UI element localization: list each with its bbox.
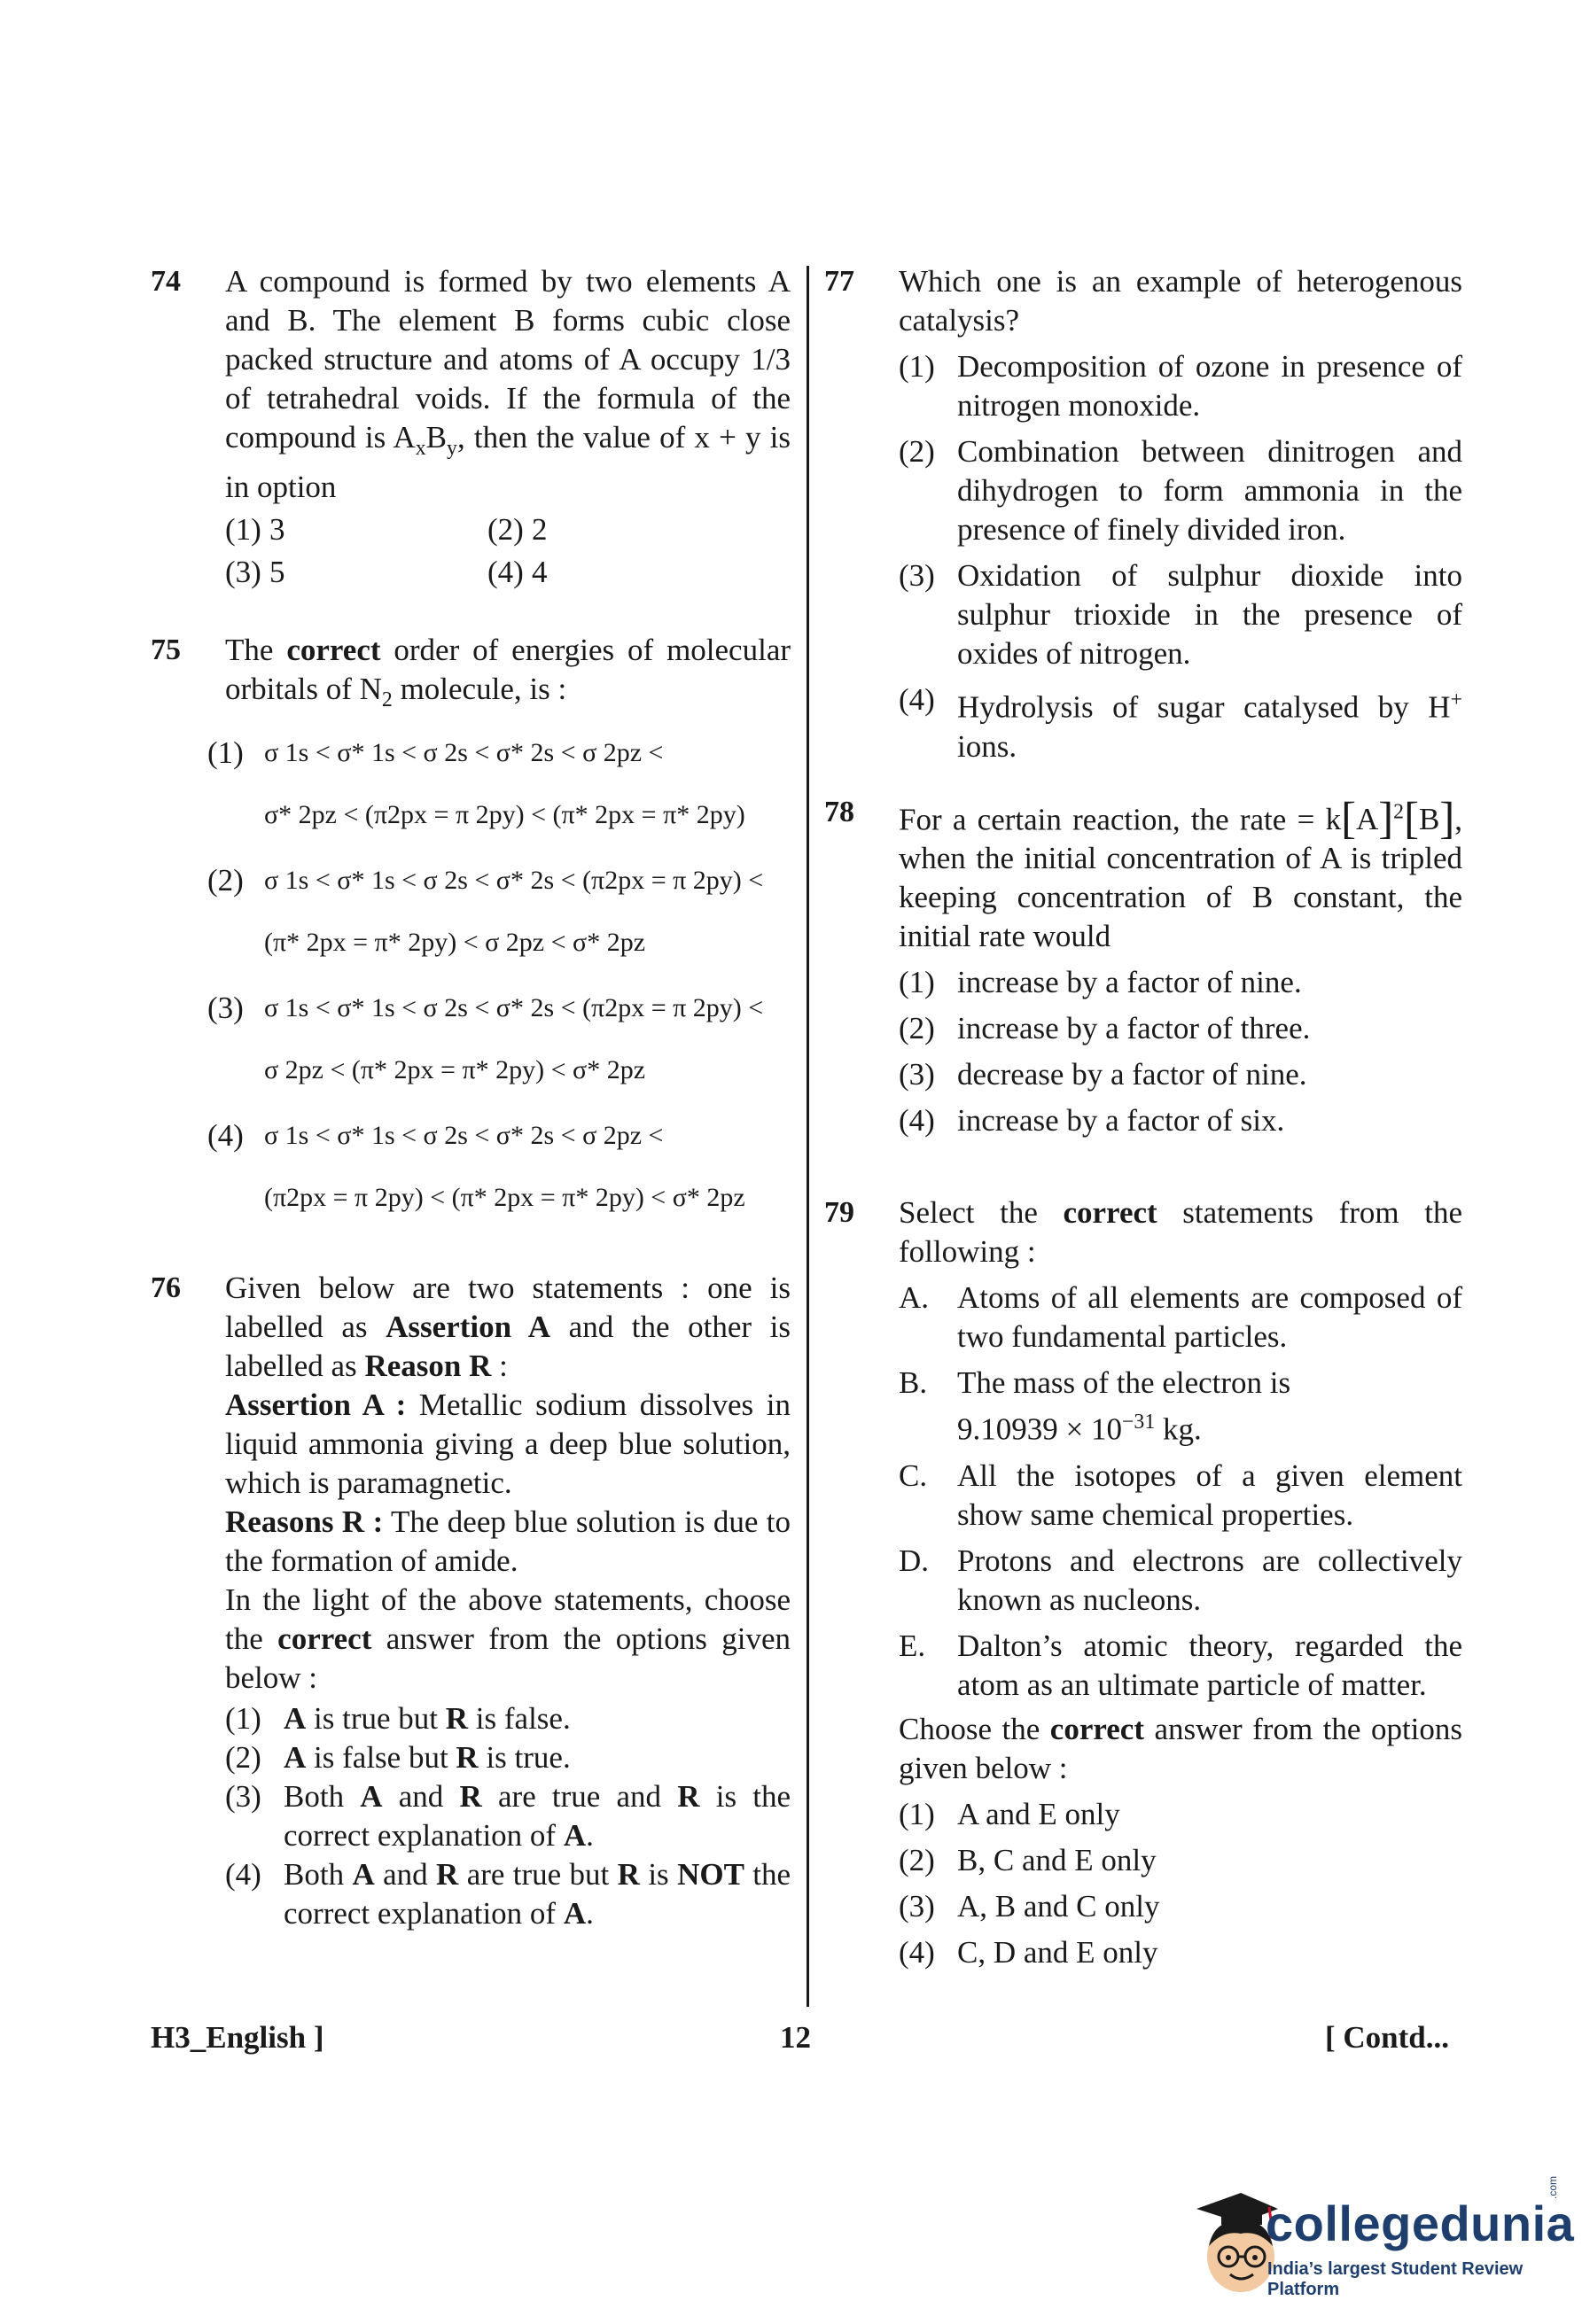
option-3[interactable]: (3) Both A and R are true and R is the correct explanation of A. — [225, 1779, 791, 1853]
footer-continued: [ Contd... — [1325, 2020, 1450, 2055]
option-2[interactable]: (2) σ 1s < σ* 1s < σ 2s < σ* 2s < (π2px = π 2py) < (π* 2px = π* 2py) < σ 2pz < σ* 2pz — [207, 863, 764, 957]
column-divider — [807, 266, 809, 2007]
question-stem: For a certain reaction, the rate = $k[A]^2[B]$, when the initial concentration of A is tripled keeping concentration of B constant, the initial rate would — [899, 793, 1462, 954]
statement-a: A. Atoms of all elements are composed of two fundamental particles. — [899, 1280, 1462, 1355]
option-1[interactable]: (1) A is true but R is false. — [225, 1701, 571, 1736]
question-stem: Which one is an example of heterogenous catalysis? — [899, 264, 1462, 338]
mo-options — [207, 732, 791, 1219]
question-number: 78 — [824, 795, 854, 828]
option-1[interactable]: (1) Decomposition of ozone in presence of nitrogen monoxide. — [899, 349, 1462, 423]
option-4[interactable]: (4) Both A and R are true but R is NOT the correct explanation of A. — [225, 1857, 791, 1931]
rate-expression: $k[A]^2[B]$ — [1325, 793, 1455, 843]
reason: Reasons R : The deep blue solution is due to the formation of amide. — [225, 1504, 791, 1578]
question-intro: Given below are two statements : one is labelled as Assertion A and the other is labelled as Reason R : — [225, 1271, 791, 1383]
question-number: 79 — [824, 1196, 854, 1230]
statement-e: E. Dalton’s atomic theory, regarded the atom as an ultimate particle of matter. — [899, 1628, 1462, 1702]
question-stem: Select the correct statements from the following : — [899, 1195, 1462, 1270]
option-3[interactable]: (3) Oxidation of sulphur dioxide into sulphur trioxide in the presence of oxides of nitrogen. — [899, 558, 1462, 671]
option-2[interactable]: (2) 2 — [487, 512, 548, 547]
option-4[interactable]: (4) σ 1s < σ* 1s < σ 2s < σ* 2s < σ 2pz < (π2px = π 2py) < (π* 2px = π* 2py) < σ* 2pz — [207, 1118, 745, 1212]
option-2[interactable]: (2) increase by a factor of three. — [899, 1011, 1311, 1046]
logo-com: .com — [1547, 2175, 1559, 2199]
logo-tagline: India’s largest Student Review Platform — [1267, 2259, 1524, 2299]
option-1[interactable]: (1) A and E only — [899, 1796, 1120, 1831]
right-column — [824, 262, 1462, 1972]
question-stem: A compound is formed by two elements A and B. The element B forms cubic close packed structure and atoms of A occupy 1/3 of tetrahedral voids. If the formula of the compound is $A_xB_y$, then the value of x + y is in option — [225, 264, 791, 504]
statement-d: D. Protons and electrons are collectively known as nucleons. — [899, 1543, 1462, 1617]
question-stem: The correct order of energies of molecular orbitals of $N_2$ molecule, is : — [225, 633, 791, 711]
question-79 — [824, 1193, 1462, 1972]
option-1[interactable]: (1) σ 1s < σ* 1s < σ 2s < σ* 2s < σ 2pz < σ* 2pz < (π2px = π 2py) < (π* 2px = π* 2py) — [207, 735, 745, 829]
options-grid — [225, 510, 791, 592]
question-78 — [824, 793, 1462, 1141]
logo-wordmark: collegedunia — [1266, 2196, 1575, 2251]
question-number: 77 — [824, 265, 854, 298]
instruction: In the light of the above statements, choose the correct answer from the options given below : — [225, 1582, 791, 1695]
option-1[interactable]: (1) increase by a factor of nine. — [899, 965, 1302, 1000]
statement-c: C. All the isotopes of a given element show same chemical properties. — [899, 1457, 1462, 1532]
option-3[interactable]: (3) A, B and C only — [899, 1888, 1160, 1924]
option-3[interactable]: (3) 5 — [225, 555, 285, 589]
option-2[interactable]: (2) A is false but R is true. — [225, 1740, 571, 1775]
option-2[interactable]: (2) Combination between dinitrogen and dihydrogen to form ammonia in the presence of finely divided iron. — [899, 434, 1462, 547]
option-4[interactable]: (4) 4 — [487, 555, 548, 589]
question-77 — [824, 262, 1462, 766]
question-number: 74 — [151, 265, 181, 298]
assertion: Assertion A : Metallic sodium dissolves in liquid ammonia giving a deep blue solution, which is paramagnetic. — [225, 1387, 791, 1500]
option-3[interactable]: (3) σ 1s < σ* 1s < σ 2s < σ* 2s < (π2px = π 2py) < σ 2pz < (π* 2px = π* 2py) < σ* 2pz — [207, 991, 764, 1084]
statement-b: B. The mass of the electron is $9.10939 \times 10^{-31}$ kg. — [899, 1365, 1291, 1447]
question-75 — [151, 631, 791, 1219]
question-74 — [151, 262, 791, 592]
option-2[interactable]: (2) B, C and E only — [899, 1842, 1157, 1877]
footer-paper-code: H3_English ] — [151, 2020, 324, 2055]
question-76 — [151, 1269, 791, 1933]
option-4[interactable]: (4) C, D and E only — [899, 1934, 1158, 1970]
option-4[interactable]: (4) Hydrolysis of sugar catalysed by H+ ions. — [899, 682, 1462, 764]
question-number: 76 — [151, 1271, 181, 1304]
question-number: 75 — [151, 633, 181, 666]
option-3[interactable]: (3) decrease by a factor of nine. — [899, 1057, 1307, 1092]
footer-page-number: 12 — [780, 2020, 811, 2055]
left-column — [151, 262, 791, 1933]
option-1[interactable]: (1) 3 — [225, 512, 285, 547]
option-4[interactable]: (4) increase by a factor of six. — [899, 1103, 1285, 1139]
instruction: Choose the correct answer from the options given below : — [899, 1711, 1463, 1785]
